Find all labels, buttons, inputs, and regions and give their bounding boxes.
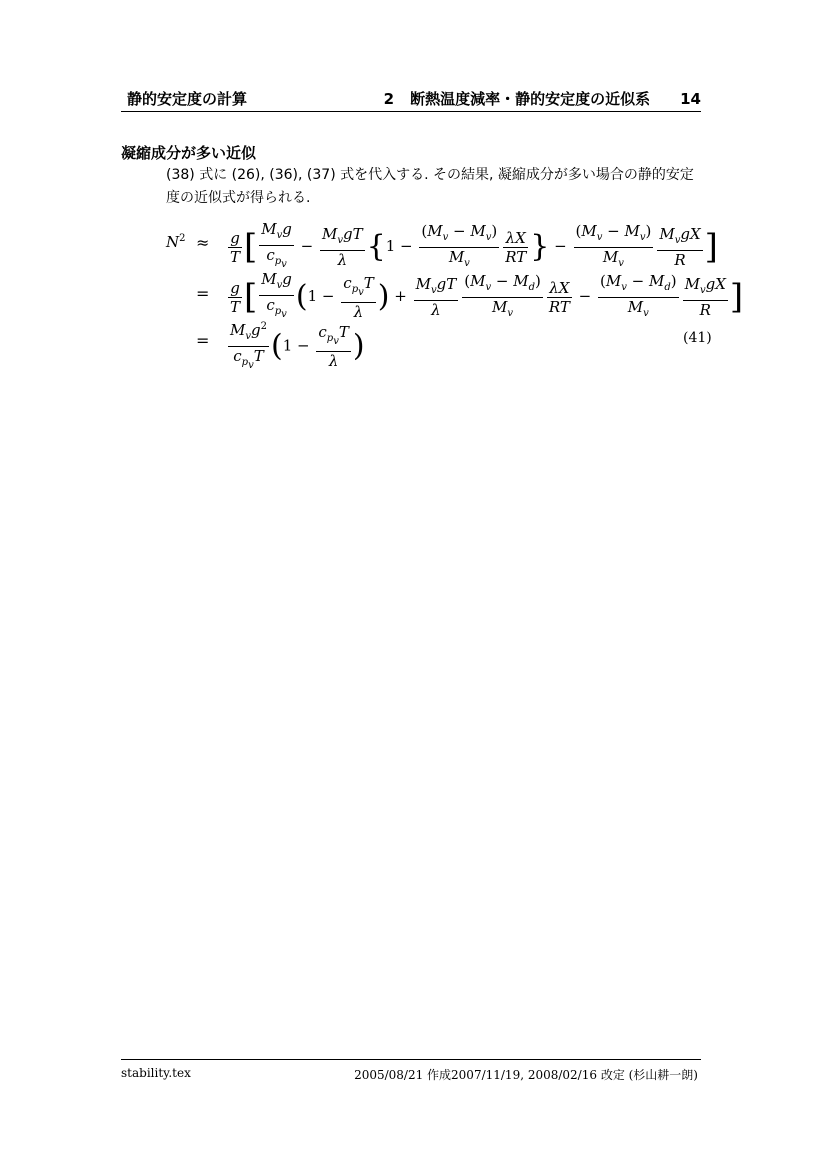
subheading: 凝縮成分が多い近似 bbox=[121, 144, 257, 162]
footer-dates: 2005/08/21 作成2007/11/19, 2008/02/16 改定 (杉山耕一朗) bbox=[354, 1068, 698, 1082]
body-paragraph: (38) 式に (26), (36), (37) 式を代入する. その結果, 凝縮成分が多い場合の静的安定度の近似式が得られる. bbox=[166, 167, 694, 206]
equation-number: (41) bbox=[683, 330, 712, 346]
header-chapter-number: 2 bbox=[383, 90, 395, 108]
footer-filename: stability.tex bbox=[121, 1066, 191, 1080]
equation-block bbox=[0, 0, 826, 400]
header-chapter-title: 断熱温度減率・静的安定度の近似系 bbox=[410, 90, 651, 108]
relation-approx: ≈ bbox=[196, 233, 210, 252]
equation-row-3: $\frac{M_vg^2}{c_{p_v}T}$ (1 − $\frac{c_{p_v}T}{\lambda}$ ) bbox=[226, 318, 365, 375]
equation-row-1: $\frac{g}{T}$ [ $\frac{M_vg}{c_{p_v}}$ − $\frac{M_vgT}{\lambda}$ {1 − $\frac{(M_v - M_v)}{M_v}$ $\frac{\lambda X}{RT}$ } − $\frac{(M_v - M_v)}{M_v}$ $\frac{M_vgX}{R}$ ] bbox=[230, 220, 718, 270]
equation-lhs: $N^2$ bbox=[166, 233, 186, 251]
header-section-title: 静的安定度の計算 bbox=[127, 90, 248, 108]
equation-row-2: $\frac{g}{T}$ [ $\frac{M_vg}{c_{p_v}}$ (1 − $\frac{c_{p_v}T}{\lambda}$ ) + $\frac{M_vgT}{\lambda}$ $\frac{(M_v - M_d)}{M_v}$ $\frac{\lambda X}{RT}$ − $\frac{(M_v - M_d)}{M_v}$ $\frac{M_vgX}{R}$ ] bbox=[230, 270, 744, 321]
footer-rule bbox=[121, 1059, 701, 1060]
page-number: 14 bbox=[680, 90, 701, 108]
relation-equals-1: = bbox=[196, 284, 210, 303]
relation-equals-2: = bbox=[196, 331, 210, 350]
